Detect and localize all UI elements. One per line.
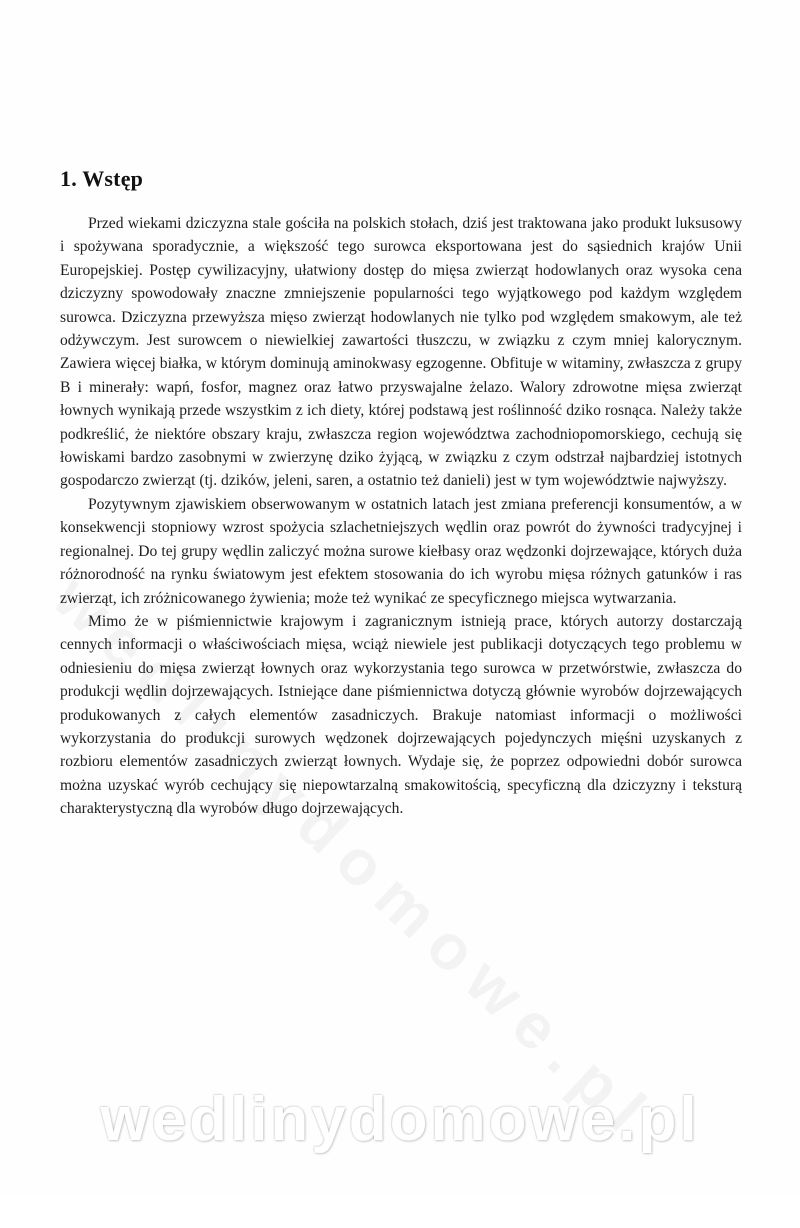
bottom-watermark: wedlinydomowe.pl (100, 1085, 700, 1154)
paragraph: Pozytywnym zjawiskiem obserwowanym w ostatnich latach jest zmiana preferencji konsumentów, a w konsekwencji stopniowy wzrost spożycia szlachetniejszych wędlin oraz powrót do żywności tradycyjnej i regionalnej. Do tej grupy wędlin zaliczyć można surowe kiełbasy oraz wędzonki dojrzewające, których duża różnorodność na rynku światowym jest efektem stosowania do ich wyrobu mięsa różnych gatunków i ras zwierząt, ich zróżnicowanego żywienia; może też wynikać ze specyficznego miejsca wytwarzania. (60, 495, 742, 607)
paragraph: Mimo że w piśmiennictwie krajowym i zagranicznym istnieją prace, których autorzy dostarczają cennych informacji o właściwościach mięsa, wciąż niewiele jest publikacji dotyczących tego problemu w odniesieniu do mięsa zwierząt łownych oraz wykorzystania tego surowca w przetwórstwie, zwłaszcza do produkcji wędlin dojrzewających. Istniejące dane piśmiennictwa dotyczą głównie wyrobów dojrzewających produkowanych z całych elementów zasadniczych. Brakuje natomiast informacji o możliwości wykorzystania do produkcji surowych wędzonek dojrzewających pojedynczych mięśni uzyskanych z rozbioru elementów zasadniczych zwierząt łownych. Wydaje się, że poprzez odpowiedni dobór surowca można uzyskać wyrób cechujący się niepowtarzalną smakowitością, specyficzną dla dziczyzny i teksturą charakterystyczną dla wyrobów długo dojrzewających. (60, 612, 742, 818)
section-heading: 1. Wstęp (60, 166, 144, 191)
paragraph: Przed wiekami dziczyzna stale gościła na polskich stołach, dziś jest traktowana jako produkt luksusowy i spożywana sporadycznie, a większość tego surowca eksportowana jest do sąsiednich krajów Unii Europejskiej. Postęp cywilizacyjny, ułatwiony dostęp do mięsa zwierząt hodowlanych oraz wysoka cena dziczyzny spowodowały znaczne zmniejszenie popularności tego wyjątkowego pod każdym względem surowca. Dziczyzna przewyższa mięso zwierząt hodowlanych nie tylko pod względem smakowym, ale też odżywczym. Jest surowcem o niewielkiej zawartości tłuszczu, w związku z czym mniej kalorycznym. Zawiera więcej białka, w którym dominują aminokwasy egzogenne. Obfituje w witaminy, zwłaszcza z grupy B i minerały: wapń, fosfor, magnez oraz łatwo przyswajalne żelazo. Walory zdrowotne mięsa zwierząt łownych wynikają przede wszystkim z ich diety, której podstawą jest roślinność dziko rosnąca. Należy także podkreślić, że niektóre obszary kraju, zwłaszcza region województwa zachodniopomorskiego, cechują się łowiskami bardzo zasobnymi w zwierzynę dziko żyjącą, w związku z czym odstrzał najbardziej istotnych gospodarczo zwierząt (tj. dzików, jeleni, saren, a ostatnio też danieli) jest w tym województwie najwyższy. (60, 215, 742, 490)
body-text (60, 212, 742, 821)
